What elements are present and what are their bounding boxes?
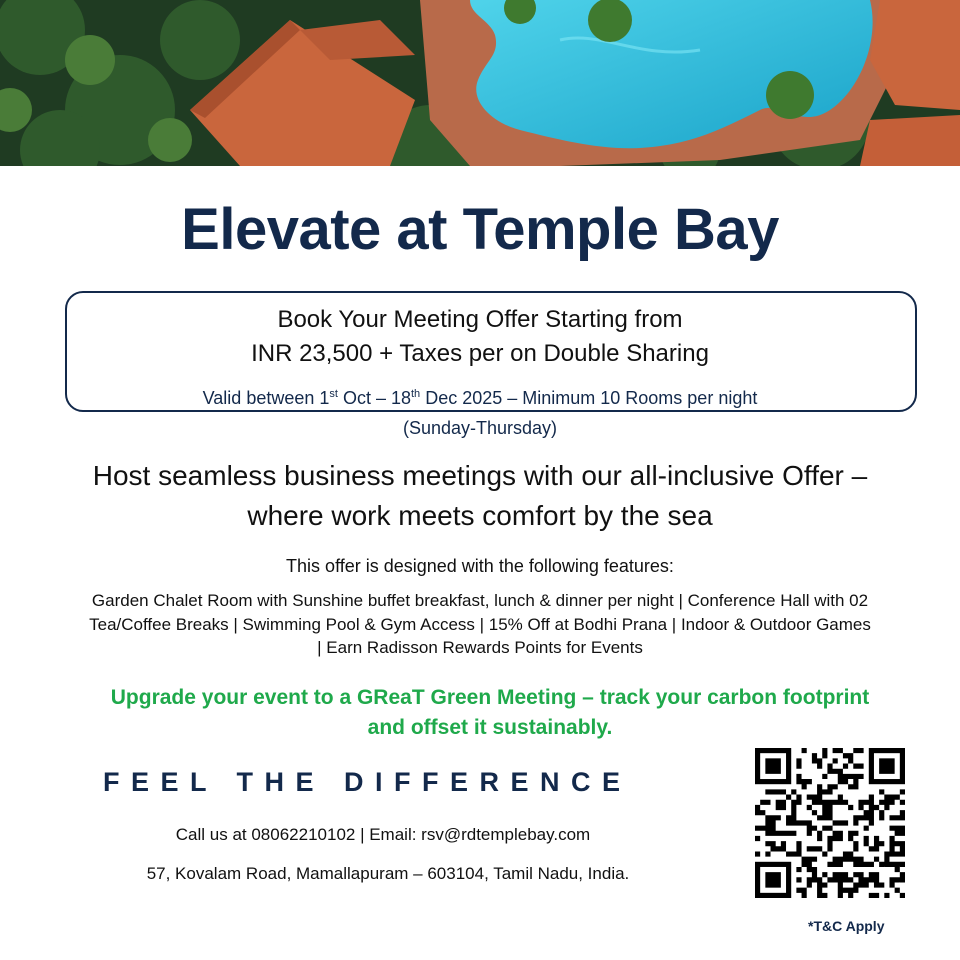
tagline: FEEL THE DIFFERENCE [103, 767, 632, 797]
contact-info: Call us at 08062210102 | Email: rsv@rdtemplebay.com [175, 825, 591, 844]
validity-mid: Oct – 18 [337, 388, 411, 408]
valid-days: (Sunday-Thursday) [402, 418, 558, 438]
host-line-1: Host seamless business meetings with our all-inclusive Offer – [92, 460, 868, 491]
host-statement [40, 456, 920, 536]
terms-note: *T&C Apply [808, 918, 885, 934]
aerial-pool-illustration [0, 0, 960, 166]
green-line-1: Upgrade your event to a GReaT Green Meeting – track your carbon footprint [110, 686, 870, 709]
validity-sup-2: th [411, 388, 421, 400]
host-line-2: where work meets comfort by the sea [247, 500, 713, 531]
validity-sup-1: st [329, 388, 338, 400]
green-line-2: and offset it sustainably. [367, 716, 613, 739]
hero-resort-image [0, 0, 960, 166]
qr-code-icon [755, 748, 905, 898]
features-intro: This offer is designed with the following features: [286, 556, 674, 576]
offer-headline: Book Your Meeting Offer Starting from [277, 306, 683, 333]
validity-text [191, 388, 770, 409]
qr-code[interactable] [755, 748, 905, 898]
features-list [60, 589, 900, 660]
address: 57, Kovalam Road, Mamallapuram – 603104, Tamil Nadu, India. [146, 864, 630, 883]
validity-pre: Valid between 1 [202, 388, 330, 408]
features-line-3: | Earn Radisson Rewards Points for Events [317, 638, 643, 657]
features-line-2: Tea/Coffee Breaks | Swimming Pool & Gym Access | 15% Off at Bodhi Prana | Indoor & Outdoor Games [89, 614, 871, 634]
offer-price: INR 23,500 + Taxes per on Double Sharing [251, 340, 709, 367]
page-title: Elevate at Temple Bay [181, 197, 779, 262]
green-meeting-callout [60, 683, 920, 743]
validity-post: Dec 2025 – Minimum 10 Rooms per night [420, 388, 758, 408]
offer-validity [0, 388, 960, 409]
features-line-1: Garden Chalet Room with Sunshine buffet breakfast, lunch & dinner per night | Conference Hall with 02 [91, 591, 869, 610]
